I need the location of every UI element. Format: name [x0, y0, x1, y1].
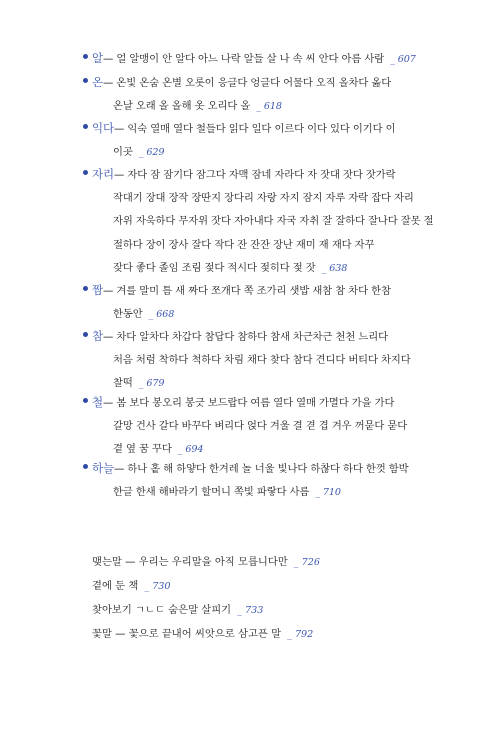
bullet-icon	[83, 332, 88, 337]
toc-entry[interactable]	[92, 118, 452, 165]
entry-keywords: — 익숙 열매 열다 철들다 읽다 일다 이르다 이다 있다 이기다 이	[114, 123, 396, 135]
entry-continuation-line	[92, 96, 452, 120]
bullet-icon	[83, 398, 88, 403]
entry-headword: 익다	[92, 121, 115, 135]
page-number: _ 618	[256, 100, 282, 112]
entry-headword: 철	[92, 395, 104, 409]
entry-first-line	[92, 280, 452, 304]
bullet-icon	[83, 170, 88, 175]
entry-keywords: 한글 한새 해바라기 할머니 쪽빛 파랗다 사름	[113, 485, 310, 498]
back-matter-item[interactable]	[92, 600, 452, 621]
page-number: _ 607	[390, 54, 416, 65]
back-matter-item[interactable]	[92, 624, 452, 645]
page-number: _ 710	[315, 486, 341, 498]
entry-keywords: — 겨를 말미 틈 새 짜다 쪼개다 쪽 조가리 샛밥 새참 참 차다 한참	[103, 285, 391, 297]
entry-keywords: 절하다 장이 장사 잘다 작다 잔 잔잔 장난 재미 재 재다 자꾸	[113, 238, 375, 251]
entry-keywords: — 하나 홑 해 하얗다 한겨레 놀 너울 빛나다 하찮다 하다 한껏 함박	[114, 463, 409, 475]
entry-continuation-line	[92, 235, 452, 259]
bullet-icon	[83, 54, 88, 59]
back-matter-title: 꽃말 — 꽃으로 끝내어 씨앗으로 삼고픈 말	[92, 628, 282, 640]
back-matter-title: 맺는말 — 우리는 우리말을 아직 모릅니다만	[92, 556, 288, 568]
toc-entry[interactable]	[92, 280, 452, 327]
entry-first-line	[92, 72, 452, 96]
entry-keywords: 찰떡	[113, 377, 133, 389]
entry-keywords: — 온빛 온숨 온별 오롯이 응글다 엉글다 어물다 오직 올차다 옮다	[103, 77, 392, 89]
entry-continuation-line	[92, 211, 452, 235]
entry-headword: 온	[92, 75, 104, 89]
entry-first-line	[92, 164, 452, 188]
entry-continuation-line	[92, 482, 452, 506]
entry-keywords: — 봄 보다 봉오리 봉긋 보드랍다 여름 열다 열매 가멸다 가을 가다	[103, 397, 395, 409]
page-number: _ 694	[177, 444, 204, 455]
back-matter-item[interactable]	[92, 552, 452, 573]
page-number: _ 629	[138, 146, 165, 158]
entry-continuation-line	[92, 188, 452, 212]
entry-first-line	[92, 458, 452, 482]
toc-entry[interactable]	[92, 458, 452, 505]
entry-continuation-line	[92, 350, 452, 374]
page-number: _ 668	[148, 308, 175, 320]
toc-entry[interactable]	[92, 164, 452, 282]
toc-entry[interactable]	[92, 72, 452, 119]
entry-first-line	[92, 48, 452, 72]
entry-headword: 알	[92, 51, 104, 65]
entry-headword: 짬	[92, 283, 104, 297]
entry-keywords: — 얼 알맹이 안 알다 아느 나락 알들 살 나 속 씨 안다 아름 사람	[103, 53, 385, 65]
entry-continuation-line	[92, 142, 452, 166]
bullet-icon	[83, 464, 88, 469]
toc-entry[interactable]	[92, 48, 452, 72]
entry-headword: 참	[92, 329, 104, 343]
back-matter-title: 곁에 둔 책	[92, 580, 139, 592]
entry-keywords: 갈망 건사 갈다 바꾸다 벼리다 얹다 겨울 결 겯 겹 겨우 꺼묻다 묻다	[113, 419, 408, 432]
entry-keywords: 잦다 좋다 졸임 조림 젖다 적시다 젖히다 젖 잣	[113, 262, 316, 274]
page-number: _ 679	[138, 378, 165, 389]
entry-keywords: — 자다 잠 잠기다 잠그다 자맥 잠네 자라다 자 잣대 잣다 잣가락	[114, 169, 396, 181]
page-number: _ 638	[321, 263, 348, 274]
page-number: _ 730	[144, 581, 171, 592]
bullet-icon	[83, 124, 88, 129]
entry-first-line	[92, 118, 452, 142]
page-number: _ 726	[293, 557, 320, 568]
entry-keywords: 자위 자욱하다 무자위 잣다 자아내다 자국 자취 잘 잘하다 잘나다 잘못 절	[113, 215, 434, 227]
entry-headword: 자리	[92, 167, 115, 181]
bullet-icon	[83, 78, 88, 83]
back-matter-title: 찾아보기 ㄱㄴㄷ 숨은말 살피기	[92, 604, 232, 616]
entry-keywords: 곁 옆 꿈 꾸다	[113, 443, 172, 455]
bullet-icon	[83, 286, 88, 291]
toc-entry[interactable]	[92, 392, 452, 463]
back-matter-item[interactable]	[92, 576, 452, 597]
page-number: _ 792	[287, 629, 314, 640]
entry-continuation-line	[92, 416, 452, 440]
entry-continuation-line	[92, 258, 452, 282]
entry-keywords: — 차다 알차다 차갑다 참답다 참하다 참새 차근차근 천천 느리다	[103, 331, 388, 343]
entry-first-line	[92, 326, 452, 350]
entry-continuation-line	[92, 304, 452, 328]
entry-keywords: 작대기 장대 장작 장딴지 장다리 자랑 자지 잠지 자루 자락 잡다 자리	[113, 191, 414, 204]
toc-entry[interactable]	[92, 326, 452, 397]
entry-first-line	[92, 392, 452, 416]
entry-keywords: 온날 오래 올 올해 옷 오리다 올	[113, 99, 251, 112]
entry-headword: 하늘	[92, 461, 115, 475]
entry-keywords: 한동안	[113, 307, 143, 320]
entry-keywords: 처음 처럼 착하다 척하다 차림 채다 찾다 참다 견디다 버티다 차지다	[113, 353, 411, 366]
entry-keywords: 이곳	[113, 145, 133, 158]
page-number: _ 733	[237, 605, 264, 616]
